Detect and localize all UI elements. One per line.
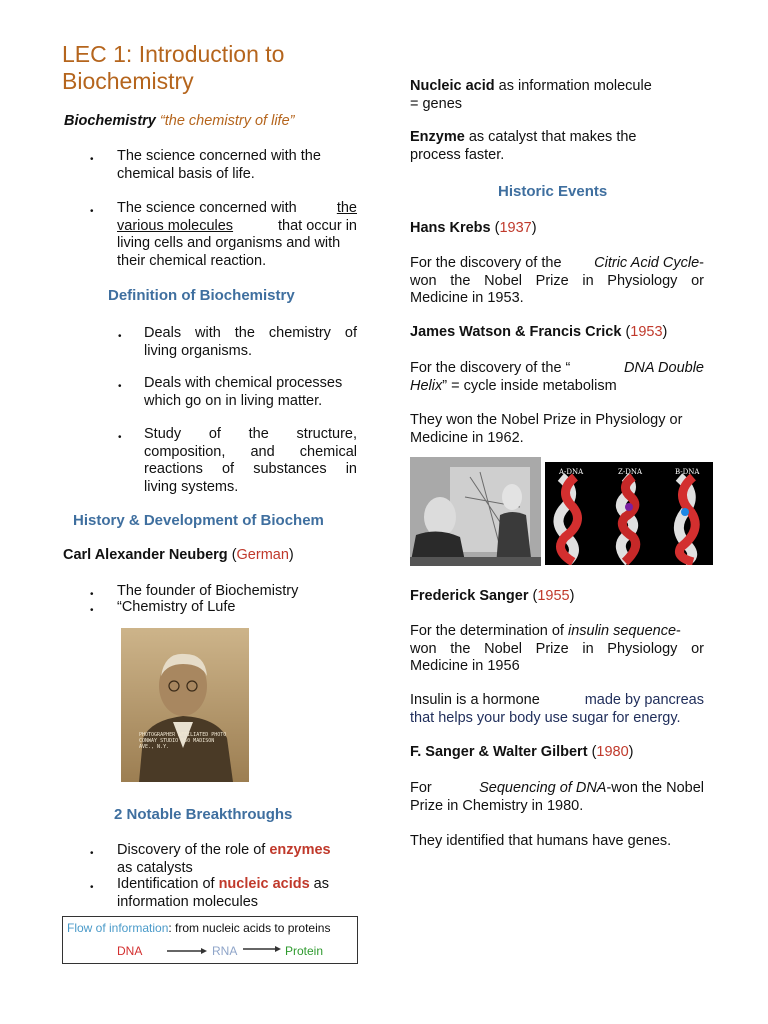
krebs-text: For the discovery of the Citric Acid Cycle- won the Nobel Prize in Physiology or Medicine in 1953.	[410, 255, 704, 306]
bullet-icon: •	[90, 882, 94, 893]
list-item: Deals with chemical processes which go on in living matter.	[144, 375, 343, 409]
history-heading: History & Development of Biochem	[73, 512, 324, 529]
bullet-icon: •	[90, 589, 94, 600]
list-item: The founder of Biochemistry	[117, 583, 299, 599]
page-title: LEC 1: Introduction to Biochemistry	[62, 41, 285, 94]
gilbert-text: For Sequencing of DNA-won the Nobel Prize in Chemistry in 1980.	[410, 780, 704, 814]
genes-text: They identified that humans have genes.	[410, 833, 672, 849]
bullet-icon: •	[118, 381, 122, 392]
neuberg-heading: Carl Alexander Neuberg (German)	[63, 547, 294, 563]
list-item: Discovery of the role of enzymes as catalysts	[117, 842, 331, 876]
biochem-definition-line: Biochemistry “the chemistry of life”	[64, 113, 295, 129]
nucleic-acid-note: Nucleic acid as information molecule = genes	[410, 78, 652, 112]
flow-dna: DNA	[117, 944, 143, 958]
dna-label: Z-DNA	[618, 468, 643, 476]
breakthroughs-heading: 2 Notable Breakthroughs	[114, 806, 293, 823]
bullet-icon: •	[90, 848, 94, 859]
bullet-icon: •	[118, 432, 122, 443]
list-item: Identification of nucleic acids as information molecules	[117, 876, 329, 910]
list-item: Deals with the chemistry of living organisms.	[144, 325, 357, 359]
watson-crick-photo	[410, 457, 541, 566]
watson-crick-prize: They won the Nobel Prize in Physiology or Medicine in 1962.	[410, 412, 683, 446]
sanger-heading: Frederick Sanger (1955)	[410, 588, 575, 604]
list-item: The science concerned with the chemical basis of life.	[117, 148, 321, 182]
gilbert-heading: F. Sanger & Walter Gilbert (1980)	[410, 744, 634, 760]
bullet-icon: •	[90, 154, 94, 165]
bullet-icon: •	[90, 206, 94, 217]
enzyme-note: Enzyme as catalyst that makes the process faster.	[410, 129, 637, 163]
bullet-icon: •	[118, 331, 122, 342]
sanger-text: For the determination of insulin sequence- won the Nobel Prize in Physiology or Medicine in 1956	[410, 623, 704, 674]
watson-crick-text: For the discovery of the “ DNA Double Helix” = cycle inside metabolism	[410, 360, 704, 394]
photo-stamp-text: PHOTOGRAPHER AFFILIATED PHOTO CONWAY STUDIO 550 MADISON AVE., N.Y.	[139, 732, 227, 750]
list-item: Study of the structure, composition, and chemical reactions of substances in living systems.	[144, 426, 357, 495]
krebs-heading: Hans Krebs (1937)	[410, 220, 537, 236]
neuberg-portrait	[121, 628, 249, 782]
flow-protein: Protein	[285, 944, 324, 958]
flow-rna: RNA	[212, 944, 238, 958]
dna-label: B-DNA	[675, 468, 700, 476]
insulin-text: Insulin is a hormone made by pancreas that helps your body use sugar for energy.	[410, 692, 704, 726]
flow-of-information-box	[62, 916, 358, 964]
flow-label: Flow of information: from nucleic acids to proteins	[67, 921, 331, 935]
definition-heading: Definition of Biochemistry	[108, 287, 295, 304]
arrow-right-icon	[243, 945, 281, 953]
watson-crick-heading: James Watson & Francis Crick (1953)	[410, 324, 668, 340]
list-item: The science concerned with the various molecules that occur in living cells and organisms and with their chemical reaction.	[117, 200, 357, 269]
dna-label: A-DNA	[559, 468, 584, 476]
list-item: “Chemistry of Lufe	[117, 599, 236, 615]
dna-forms-image	[545, 462, 713, 565]
arrow-right-icon	[167, 947, 207, 955]
bullet-icon: •	[90, 605, 94, 616]
historic-events-heading: Historic Events	[498, 183, 608, 200]
